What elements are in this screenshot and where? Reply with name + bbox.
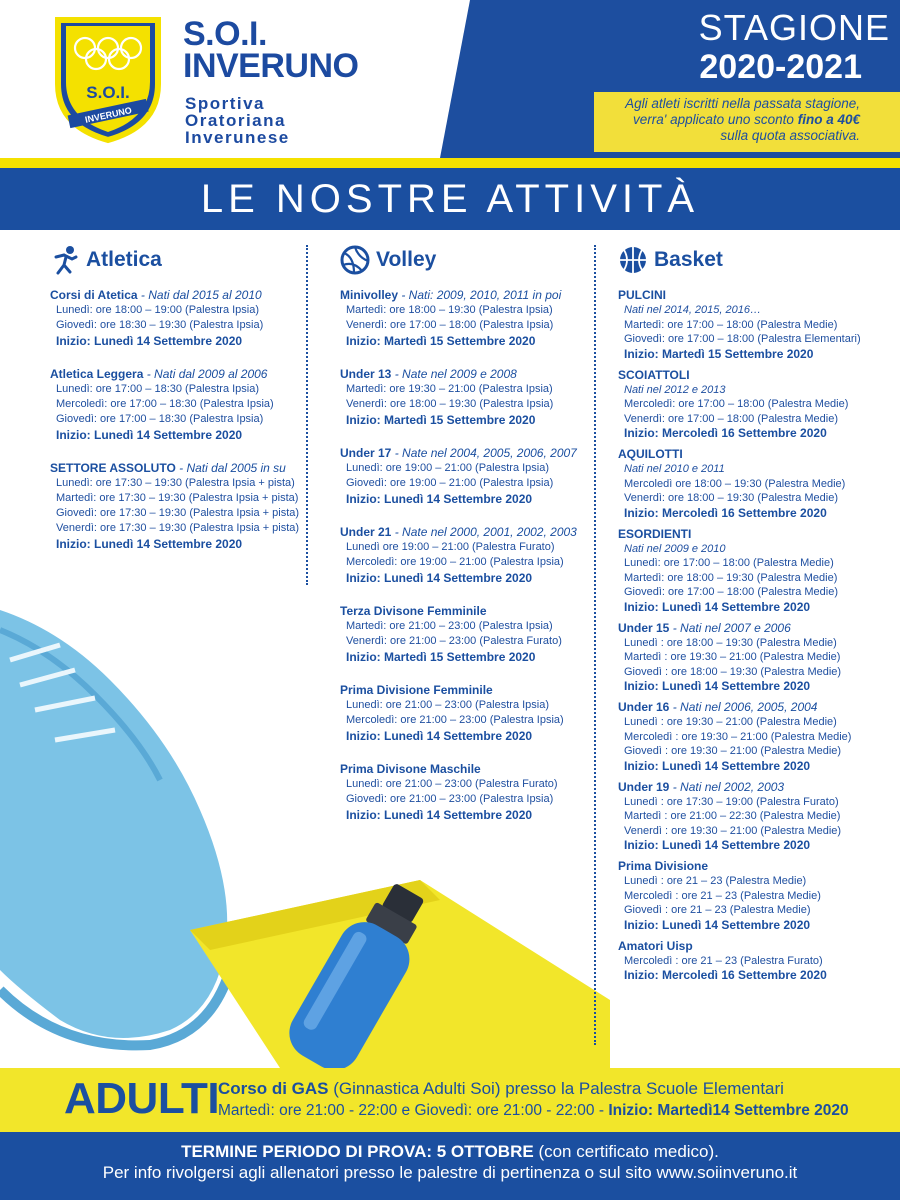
schedule-line: Lunedì: ore 19:00 – 21:00 (Palestra Ipsia) [346,462,550,474]
activity-heading [50,367,300,382]
start-date: Inizio: Martedì 15 Settembre 2020 [624,346,814,361]
schedule-line: Lunedì : ore 21 – 23 (Palestra Medie) [624,875,807,887]
activity-heading [618,527,888,542]
note-b-text: verra' applicato uno sconto [633,112,794,127]
header-yellow-band [0,158,900,168]
basket-activity-block [618,288,888,362]
activity-heading [618,939,888,954]
activity-heading [618,288,888,303]
start-date: Inizio: Lunedì 14 Settembre 2020 [346,492,533,506]
schedule-line: Venerdì: ore 18:00 – 19:30 (Palestra Medie) [624,492,839,504]
schedule-line: Mercoledì : ore 19:30 – 21:00 (Palestra Medie) [624,730,852,743]
schedule-line: Mercoledì : ore 21 – 23 (Palestra Furato) [624,954,823,967]
start-date: Inizio: Lunedì 14 Settembre 2020 [56,334,243,348]
start-date: Inizio: Lunedì 14 Settembre 2020 [346,808,533,822]
footer-trial-end: TERMINE PERIODO DI PROVA: 5 OTTOBRE [181,1142,534,1161]
schedule-line: Martedì: ore 18:00 – 19:30 (Palestra Medie) [624,571,838,584]
title-band [0,168,900,230]
activity-birth-years: - Nati dal 2005 in su [175,461,286,475]
schedule-line: Giovedì: ore 17:00 – 18:30 (Palestra Ipsia) [56,413,264,425]
activity-birth-years: - Nati dal 2009 al 2006 [143,367,268,381]
activity-heading [618,447,888,462]
column-separator-1 [306,245,308,585]
activity-birth-years: - Nati dal 2015 al 2010 [137,288,262,302]
schedule-line: Martedì: ore 18:00 – 19:30 (Palestra Ipsia) [346,304,553,316]
start-date: Inizio: Martedì 15 Settembre 2020 [346,334,536,348]
basketball-icon [618,245,648,275]
activity-title: Under 19 [618,779,670,794]
season-years: 2020-2021 [699,48,862,86]
note-line-c: sulla quota associativa. [720,128,860,143]
schedule-line: Lunedì: ore 21:00 – 23:00 (Palestra Ipsia) [346,699,550,711]
basket-activity-block [618,368,888,442]
volley-activity-block [340,604,590,665]
basket-activity-block [618,527,888,615]
activity-heading [50,461,300,476]
volley-activity-block [340,683,590,744]
activity-heading [618,780,888,795]
start-date: Inizio: Lunedì 14 Settembre 2020 [624,679,811,693]
schedule-line: Lunedì : ore 19:30 – 21:00 (Palestra Medie) [624,716,837,728]
activity-birth-years: - Nati: 2009, 2010, 2011 in poi [398,288,562,302]
activity-birth-years: Nati nel 2014, 2015, 2016… [624,304,761,316]
schedule-line: Martedì: ore 17:30 – 19:30 (Palestra Ipsia + pista) [56,492,299,504]
activity-heading [340,367,590,382]
activity-heading [50,288,300,303]
activity-heading [340,288,590,303]
discount-note [594,92,900,152]
basket-activity-block [618,447,888,521]
volley-column [340,240,590,841]
soi-logo [52,14,164,144]
activity-title: Prima Divisione [618,859,709,873]
activity-title: Amatori Uisp [618,938,693,953]
start-date: Inizio: Lunedì 14 Settembre 2020 [624,599,811,614]
basket-column [618,240,888,989]
activity-heading [340,446,590,461]
start-date: Inizio: Lunedì 14 Settembre 2020 [624,758,811,773]
schedule-line: Martedì : ore 21:00 – 22:30 (Palestra Medie) [624,810,841,822]
footer [0,1132,900,1200]
schedule-line: Venerdì: ore 18:00 – 19:30 (Palestra Ipsia) [346,398,554,410]
start-date: Inizio: Lunedì 14 Settembre 2020 [624,838,811,852]
logo-text-inveruno: INVERUNO [84,105,133,125]
volley-header [340,240,590,280]
note-b-bold: fino a 40€ [797,112,860,127]
start-date: Inizio: Mercoledì 16 Settembre 2020 [624,505,827,520]
activity-heading [618,700,888,715]
schedule-line: Martedì: ore 17:00 – 18:00 (Palestra Medie) [624,318,838,331]
atletica-activity-block [50,461,300,552]
footer-line1-rest: (con certificato medico). [533,1142,719,1161]
schedule-line: Giovedì : ore 19:30 – 21:00 (Palestra Medie) [624,745,842,757]
schedule-line: Venerdì: ore 17:30 – 19:30 (Palestra Ipsia + pista) [56,522,300,534]
schedule-line: Lunedì : ore 18:00 – 19:30 (Palestra Medie) [624,636,837,649]
adulti-course: Corso di GAS [218,1079,329,1098]
activity-heading [618,368,888,383]
start-date: Inizio: Mercoledì 16 Settembre 2020 [624,968,827,982]
schedule-line: Mercoledì : ore 21 – 23 (Palestra Medie) [624,889,821,902]
start-date: Inizio: Lunedì 14 Settembre 2020 [56,537,243,551]
schedule-line: Mercoledì: ore 19:00 – 21:00 (Palestra Ipsia) [346,556,564,568]
start-date: Inizio: Lunedì 14 Settembre 2020 [346,729,533,743]
activity-title: Under 16 [618,700,670,714]
volley-activity-block [340,762,590,823]
activity-birth-years: - Nati nel 2002, 2003 [669,779,785,794]
volley-activity-block [340,288,590,349]
atletica-blocks [50,288,300,552]
atletica-header [50,240,300,280]
footer-line1 [0,1142,900,1162]
activity-heading [340,604,590,619]
activity-birth-years: - Nate nel 2009 e 2008 [391,367,517,381]
basket-header [618,240,888,280]
atletica-activity-block [50,367,300,443]
basket-activity-block [618,621,888,695]
schedule-line: Giovedì: ore 19:00 – 21:00 (Palestra Ipsia) [346,477,554,489]
schedule-line: Martedì: ore 19:30 – 21:00 (Palestra Ipsia) [346,383,553,395]
activity-title: ESORDIENTI [618,526,692,541]
volley-activity-block [340,525,590,586]
column-separator-2 [594,245,596,1045]
schedule-line: Mercoledì: ore 17:00 – 18:00 (Palestra Medie) [624,398,849,410]
activity-title: Under 21 [340,525,392,539]
volley-activity-block [340,446,590,507]
schedule-line: Giovedì: ore 21:00 – 23:00 (Palestra Ipsia) [346,793,554,805]
volley-blocks [340,288,590,823]
basket-activity-block [618,859,888,933]
activity-title: Atletica Leggera [50,367,144,381]
activity-birth-years: - Nati nel 2006, 2005, 2004 [669,700,818,714]
activity-title: Under 17 [340,446,392,460]
activity-title: Terza Divisone Femminile [340,604,487,618]
atletica-title: Atletica [86,248,162,271]
brand-name [183,15,359,85]
schedule-line: Giovedì : ore 21 – 23 (Palestra Medie) [624,904,811,916]
activity-title: Prima Divisone Maschile [340,762,481,776]
schedule-line: Lunedì: ore 17:00 – 18:00 (Palestra Medie) [624,557,834,569]
activity-heading [340,683,590,698]
schedule-line: Venerdì : ore 19:30 – 21:00 (Palestra Medie) [624,824,842,837]
basket-blocks [618,288,888,983]
brand-sub3: Inverunese [185,128,290,147]
page-title: LE NOSTRE ATTIVITÀ [200,177,700,221]
schedule-line: Martedì: ore 21:00 – 23:00 (Palestra Ipsia) [346,620,553,632]
schedule-line: Mercoledì: ore 17:00 – 18:30 (Palestra Ipsia) [56,398,274,410]
schedule-line: Giovedì: ore 18:30 – 19:30 (Palestra Ipsia) [56,319,264,331]
schedule-line: Venerdì: ore 17:00 – 18:00 (Palestra Medie) [624,412,839,425]
runner-icon [50,245,80,275]
water-bottle-illustration [280,880,450,1070]
adulti-line1 [218,1079,784,1099]
activity-title: Corsi di Atetica [50,288,138,302]
activity-title: Prima Divisione Femminile [340,683,493,697]
start-date: Inizio: Martedì 15 Settembre 2020 [346,650,536,664]
activity-birth-years: Nati nel 2009 e 2010 [624,542,726,555]
start-date: Inizio: Martedì 15 Settembre 2020 [346,413,536,427]
activity-heading [618,859,888,874]
note-line-b [604,112,860,128]
activity-birth-years: Nati nel 2012 e 2013 [624,383,726,396]
schedule-line: Mercoledì: ore 21:00 – 23:00 (Palestra Ipsia) [346,714,564,726]
atletica-column [50,240,300,570]
brand-line2: INVERUNO [183,47,359,85]
schedule-line: Giovedì: ore 17:30 – 19:30 (Palestra Ipsia + pista) [56,507,300,519]
schedule-line: Lunedì ore 19:00 – 21:00 (Palestra Furato) [346,541,555,553]
schedule-line: Lunedì: ore 21:00 – 23:00 (Palestra Furato) [346,778,558,790]
schedule-line: Mercoledì ore 18:00 – 19:30 (Palestra Medie) [624,477,846,490]
activity-title: SCOIATTOLI [618,367,690,382]
schedule-line: Giovedì: ore 17:00 – 18:00 (Palestra Medie) [624,586,839,598]
schedule-line: Giovedì: ore 17:00 – 18:00 (Palestra Elementari) [624,333,861,345]
schedule-line: Giovedì : ore 18:00 – 19:30 (Palestra Medie) [624,665,842,678]
start-date: Inizio: Lunedì 14 Settembre 2020 [624,917,811,932]
schedule-line: Martedì : ore 19:30 – 21:00 (Palestra Medie) [624,651,841,663]
activity-heading [340,762,590,777]
brand-subtitle [185,95,290,146]
volley-title: Volley [376,248,437,271]
schedule-line: Lunedì : ore 17:30 – 19:00 (Palestra Furato) [624,795,839,808]
brand-sub1: Sportiva [185,94,266,113]
volley-activity-block [340,367,590,428]
atletica-activity-block [50,288,300,349]
basket-activity-block [618,939,888,984]
adulti-line2 [218,1102,849,1120]
note-line-a: Agli atleti iscritti nella passata stagione, [625,96,860,111]
brand-sub2: Oratoriana [185,111,286,130]
logo-text-soi: S.O.I. [86,83,130,102]
schedule-line: Lunedì: ore 17:30 – 19:30 (Palestra Ipsia + pista) [56,477,295,489]
season-label: STAGIONE [698,7,890,48]
adulti-label: ADULTI [64,1074,220,1123]
activity-title: Minivolley [340,288,399,302]
activity-title: PULCINI [618,288,666,302]
brand-line1: S.O.I. [183,15,267,53]
start-date: Inizio: Lunedì 14 Settembre 2020 [346,571,533,585]
activity-birth-years: Nati nel 2010 e 2011 [624,463,725,475]
activity-birth-years: - Nati nel 2007 e 2006 [669,620,791,635]
activity-birth-years: - Nate nel 2000, 2001, 2002, 2003 [391,525,577,539]
activity-heading [618,621,888,636]
activity-title: Under 13 [340,367,392,381]
basket-title: Basket [654,248,723,271]
schedule-line: Venerdì: ore 21:00 – 23:00 (Palestra Furato) [346,635,562,647]
basket-activity-block [618,700,888,774]
adulti-schedule: Martedì: ore 21:00 - 22:00 e Giovedì: ore 21:00 - 22:00 - [218,1102,609,1119]
adulti-start: Inizio: Martedì14 Settembre 2020 [608,1102,849,1119]
activity-birth-years: - Nate nel 2004, 2005, 2006, 2007 [391,446,577,460]
activity-title: AQUILOTTI [618,447,683,461]
activity-title: Under 15 [618,620,670,635]
schedule-line: Venerdì: ore 17:00 – 18:00 (Palestra Ipsia) [346,319,554,331]
schedule-line: Lunedì: ore 17:00 – 18:30 (Palestra Ipsia) [56,383,260,395]
adulti-line1-rest: (Ginnastica Adulti Soi) presso la Palestra Scuole Elementari [328,1079,784,1098]
activity-title: SETTORE ASSOLUTO [50,461,176,475]
start-date: Inizio: Mercoledì 16 Settembre 2020 [624,426,827,440]
basket-activity-block [618,780,888,854]
footer-line2: Per info rivolgersi agli allenatori presso le palestre di pertinenza o sul sito www.soiinveruno.it [102,1163,798,1182]
activity-heading [340,525,590,540]
start-date: Inizio: Lunedì 14 Settembre 2020 [56,428,243,442]
schedule-line: Lunedì: ore 18:00 – 19:00 (Palestra Ipsia) [56,304,260,316]
volleyball-icon [340,245,370,275]
